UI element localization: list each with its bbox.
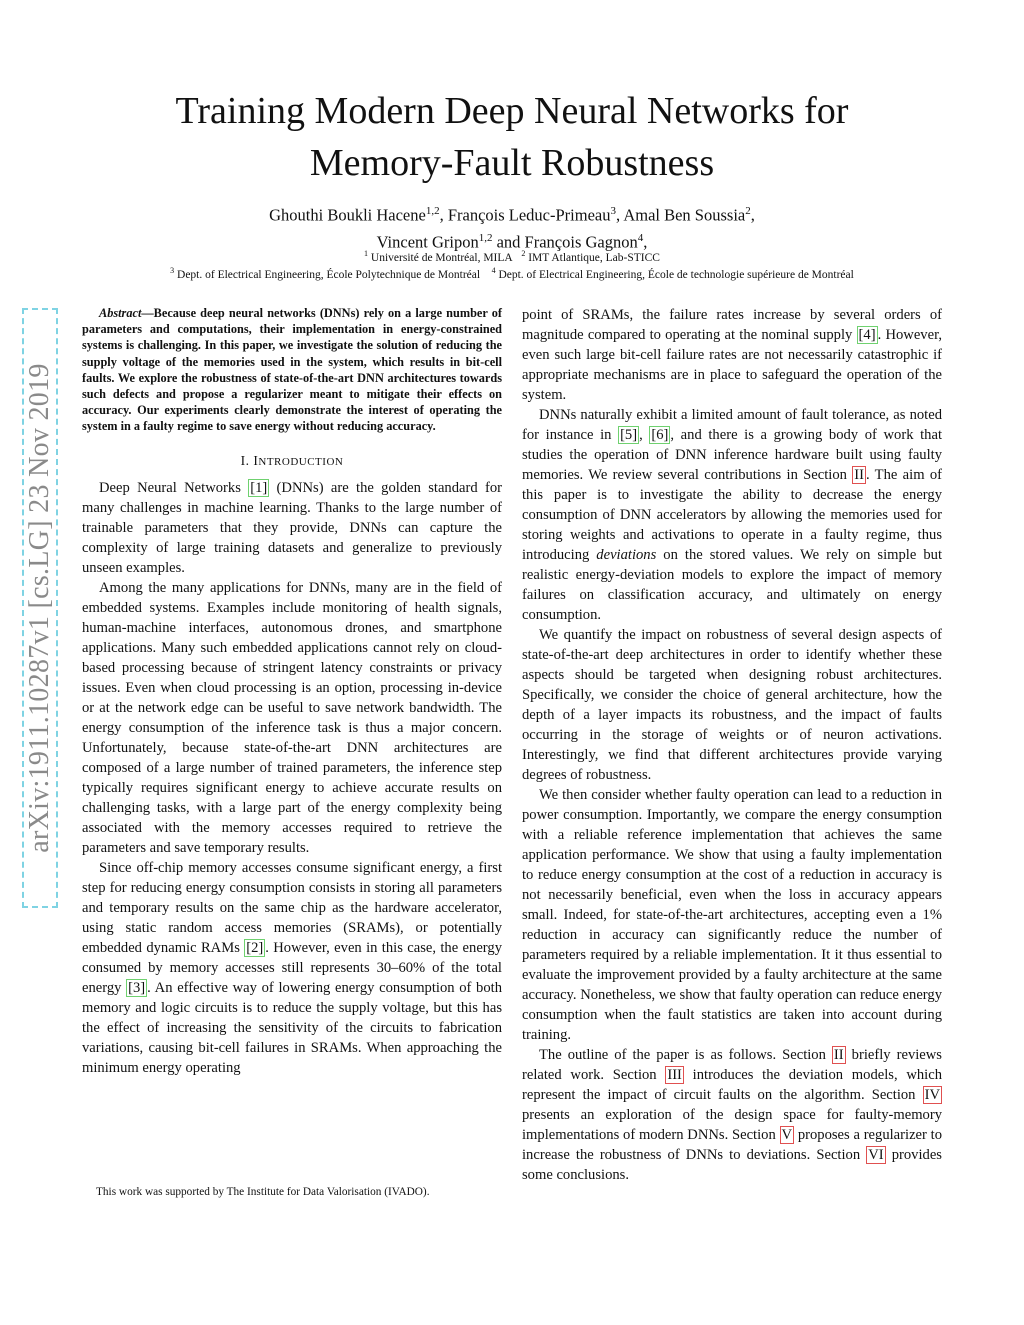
- citation-link[interactable]: [6]: [651, 427, 669, 443]
- paragraph: [522, 1045, 942, 1185]
- paragraph: [82, 478, 502, 578]
- text: introduces the deviation models, which represent the impact of circuit faults on the algorithm. Section: [522, 1067, 942, 1103]
- section-title-rest: NTRODUCTION: [258, 455, 344, 468]
- arxiv-identifier: arXiv:1911.10287v1 [cs.LG] 23 Nov 2019: [24, 363, 55, 853]
- affiliation-marker: 1,2: [478, 231, 493, 244]
- authors-line-1: [100, 200, 924, 227]
- text: The outline of the paper is as follows. Section: [539, 1047, 832, 1063]
- title-line-1: Training Modern Deep Neural Networks for: [175, 90, 849, 132]
- author-name: , Amal Ben Soussia: [615, 205, 746, 225]
- citation-link[interactable]: [3]: [128, 979, 146, 996]
- paragraph: [82, 858, 502, 1078]
- author-name: Ghouthi Boukli Hacene: [269, 205, 426, 225]
- affiliation: Université de Montréal, MILA: [368, 251, 513, 264]
- abstract-label: Abstract: [99, 306, 142, 320]
- abstract-text: —Because deep neural networks (DNNs) rely on a large number of parameters and computations, their implementation in energy-constrained systems is challenging. In this paper, we investigate the solution of reducing the supply voltage of the memories used in the system, which results in bit-cell faults. We explore the robustness of state-of-the-art DNN architectures towards such defects and propose a regularizer meant to mitigate their effects on accuracy. Our experiments clearly demonstrate the interest of operating the system in a faulty regime to save energy without reducing accuracy.: [82, 306, 502, 434]
- affiliation: Dept. of Electrical Engineering, École de technologie supérieure de Montréal: [495, 268, 854, 281]
- citation-link[interactable]: [5]: [620, 427, 638, 443]
- section-link[interactable]: II: [854, 467, 864, 483]
- section-link[interactable]: IV: [924, 1087, 940, 1103]
- text: . An effective way of lowering energy consumption of both memory and logic circuits is to reduce the supply voltage, but this has the effect of increasing the sensitivity of the circuits to fabrication variations, causing bit-cell failures in SRAMs. When approaching the minimum energy operating: [82, 979, 502, 1076]
- text: Since off-chip memory accesses consume significant energy, a first step for reducing energy consumption consists in storing all parameters and temporary results on the same chip as the hardware accelerator, using static random access memories (SRAMs), or potentially embedded dynamic RAMs: [82, 859, 502, 956]
- affiliation-marker: 3: [170, 266, 175, 275]
- author-separator: ,: [643, 232, 648, 251]
- affiliation-marker: 1: [364, 249, 369, 258]
- section-number: I.: [240, 452, 254, 468]
- text: on the stored values. We rely on simple but realistic energy-deviation models to explore the impact of memory failures on classification accuracy, and ultimately on energy consumption.: [522, 547, 942, 623]
- text: provides some conclusions.: [522, 1147, 942, 1183]
- author-name: Vincent Gripon: [376, 232, 479, 251]
- affiliation-marker: 4: [491, 266, 496, 275]
- arxiv-sidebar-stamp: [22, 308, 58, 908]
- text: . However, even such large bit-cell failure rates are not necessarily catastrophic if appropriate mechanisms are in place to safeguard the operation of the system.: [522, 327, 942, 403]
- text: Deep Neural Networks: [99, 479, 249, 496]
- text: point of SRAMs, the failure rates increase by several orders of magnitude compared to operating at the nominal supply: [522, 307, 942, 343]
- paper-title: [100, 85, 924, 189]
- author-name: and François Gagnon: [492, 232, 638, 251]
- text: (DNNs) are the golden standard for many challenges in machine learning. Thanks to the large number of trainable parameters that they provide, DNNs can capture the complexity of large training datasets and generalize to previously unseen examples.: [82, 479, 502, 576]
- right-column: [522, 305, 942, 1185]
- citation-link[interactable]: [4]: [858, 327, 876, 343]
- affiliation-marker: 4: [637, 231, 644, 244]
- section-link[interactable]: VI: [868, 1147, 884, 1163]
- affiliation: IMT Atlantique, Lab-STICC: [525, 251, 660, 264]
- paragraph: [522, 305, 942, 405]
- paragraph: We quantify the impact on robustness of several design aspects of state-of-the-art deep architectures in order to identify whether these aspects should be targeted when designing robust architectures. Specifically, we consider the choice of general architecture, how the depth of a layer impacts its robustness, and the impact of faults occurring in the storage of weights or of neuron activations. Interestingly, we find that different architectures provide varying degrees of robustness.: [522, 627, 942, 783]
- author-separator: ,: [750, 205, 755, 225]
- footnote: This work was supported by The Institute for Data Valorisation (IVADO).: [96, 1186, 430, 1198]
- paragraph: Among the many applications for DNNs, many are in the field of embedded systems. Examples include monitoring of health signals, human-machine interfaces, autonomous drones, and smartphone applications. Many such embedded applications cannot rely on cloud-based processing because of stringent latency constraints or privacy issues. Even when cloud processing is an option, processing in-device or at the network edge can be useful to save network bandwidth. The energy consumption of the inference task is thus a major concern. Unfortunately, because state-of-the-art DNN architectures are composed of a large number of trained parameters, the inference step typically requires significant energy to achieve accurate results on challenging tasks, with a large part of the energy complexity being associated with the memory accesses required to retrieve the parameters and save temporary results.: [82, 579, 502, 856]
- text: briefly reviews related work. Section: [522, 1047, 942, 1083]
- affiliation-marker: 2: [745, 205, 751, 217]
- emphasis: deviations: [596, 547, 657, 563]
- citation-link[interactable]: [2]: [246, 939, 264, 956]
- left-column: [82, 305, 502, 1078]
- paragraph: [522, 405, 942, 625]
- affiliation: Dept. of Electrical Engineering, École Polytechnique de Montréal: [174, 268, 481, 281]
- affiliation-marker: 1,2: [425, 205, 440, 217]
- section-heading-introduction: [82, 451, 502, 472]
- text: DNNs naturally exhibit a limited amount of fault tolerance, as noted for instance in: [522, 407, 942, 443]
- paragraph: We then consider whether faulty operation can lead to a reduction in power consumption. Importantly, we compare the energy consumption with a reliable reference implementation that achieves the same application performance. We show that using a faulty implementation to reduce energy consumption at the cost of a reduction in accuracy is not necessarily beneficial, even when the loss in accuracy appears small. Indeed, for state-of-the-art architectures, accepting even a 1% reduction in accuracy can significantly reduce the number of parameters required by a reliable implementation. It it thus essential to evaluate the improvement provided by a faulty architecture at the same accuracy. Nonetheless, we show that faulty operation can reduce energy consumption when the fault statistics are taken into account during training.: [522, 787, 942, 1043]
- section-link[interactable]: V: [781, 1127, 793, 1143]
- section-title-initial: I: [253, 452, 259, 468]
- section-link[interactable]: III: [667, 1067, 682, 1083]
- author-name: , François Leduc-Primeau: [439, 205, 611, 225]
- section-link[interactable]: II: [833, 1047, 844, 1063]
- text: ,: [639, 427, 650, 443]
- text: , and there is a growing body of work that studies the operation of DNN inference hardware built using faulty memories. We review several contributions in Section: [522, 427, 942, 483]
- text: presents an exploration of the design space for faulty-memory implementations of modern DNNs. Section: [522, 1107, 942, 1143]
- title-line-2: Memory-Fault Robustness: [309, 142, 715, 184]
- abstract: [82, 305, 502, 435]
- text: proposes a regularizer to increase the robustness of DNNs to deviations. Section: [522, 1127, 942, 1163]
- affiliations-line-2: [60, 263, 964, 283]
- text: . However, even in this case, the energy consumed by memory accesses still represents 30–60% of the total energy: [82, 939, 502, 996]
- text: . The aim of this paper is to investigate the ability to decrease the energy consumption of DNN accelerators by allowing the memories used for storing weights and activations to operate in a faulty regime, thus introducing: [522, 467, 942, 563]
- affiliation-marker: 2: [521, 249, 526, 258]
- citation-link[interactable]: [1]: [250, 479, 268, 496]
- affiliation-marker: 3: [610, 205, 616, 217]
